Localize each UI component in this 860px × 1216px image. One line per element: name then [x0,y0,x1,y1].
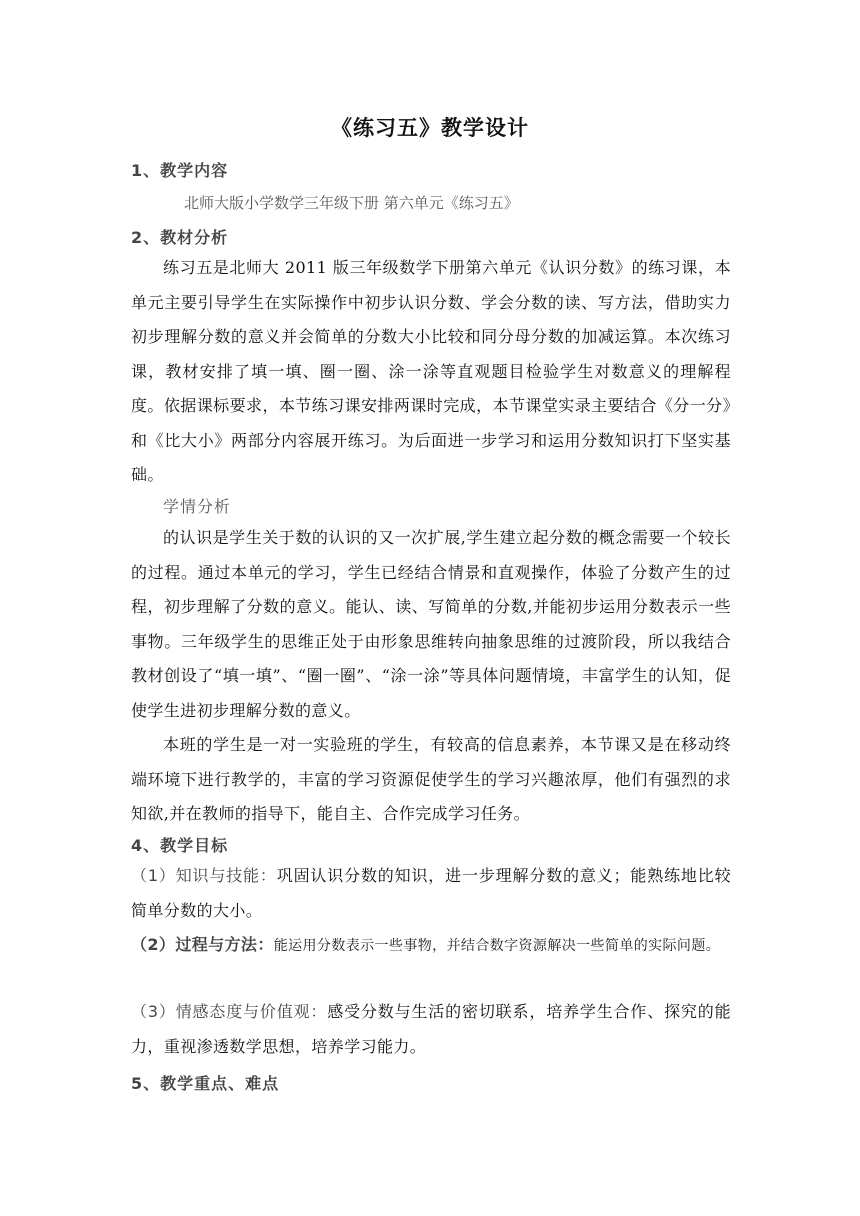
section-heading-teaching-content: 1、教学内容 [131,161,229,180]
section-heading-textbook-analysis: 2、教材分析 [131,228,229,247]
goal-1-label: （1）知识与技能： [131,866,277,885]
teaching-content-text: 北师大版小学数学三年级下册 第六单元《练习五》 [184,194,519,212]
learner-analysis-paragraph-2: 本班的学生是一对一实验班的学生，有较高的信息素养，本节课又是在移动终端环境下进行教学的，丰富的学习资源促使学生的学习兴趣浓厚，他们有强烈的求知欲,并在教师的指导下，能自主、合作完成学习任务。 [131,735,731,823]
goal-1-text: 巩固认识分数的知识，进一步理解分数的意义；能熟练地比较简单分数的大小。 [131,866,731,920]
section-heading-key-points: 5、教学重点、难点 [131,1074,280,1093]
learner-analysis-paragraph-1: 的认识是学生关于数的认识的又一次扩展,学生建立起分数的概念需要一个较长的过程。通过本单元的学习，学生已经结合情景和直观操作，体验了分数产生的过程，初步理解了分数的意义。能认、读、写简单的分数,并能初步运用分数表示一些事物。三年级学生的思维正处于由形象思维转向抽象思维的过渡阶段，所以我结合教材创设了“填一填”、“圈一圈”、“涂一涂”等具体问题情境，丰富学生的认知，促使学生进初步理解分数的意义。 [131,528,731,720]
goal-2-label: （2）过程与方法： [131,935,274,954]
section-heading-learner-analysis: 学情分析 [163,497,232,516]
goal-3-text: 感受分数与生活的密切联系，培养学生合作、探究的能力，重视渗透数学思想，培养学习能力。 [131,1002,731,1056]
goal-2-text: 能运用分数表示一些事物，并结合数字资源解决一些简单的实际问题。 [273,938,721,954]
goal-process-methods [131,928,731,964]
goal-knowledge-skills [131,859,731,928]
document-title: 《练习五》教学设计 [331,116,529,140]
textbook-analysis-paragraph: 练习五是北师大 2011 版三年级数学下册第六单元《认识分数》的练习课，本单元主要引导学生在实际操作中初步认识分数、学会分数的读、写方法，借助实力初步理解分数的意义并会简单的分数大小比较和同分母分数的加减运算。本次练习课，教材安排了填一填、圈一圈、涂一涂等直观题目检验学生对数意义的理解程度。依据课标要求，本节练习课安排两课时完成，本节课堂实录主要结合《分一分》和《比大小》两部分内容展开练习。为后面进一步学习和运用分数知识打下坚实基础。 [131,258,731,484]
section-heading-teaching-goals: 4、教学目标 [131,836,229,855]
goal-3-label: （3）情感态度与价值观： [131,1002,328,1021]
goal-emotion-values [131,995,731,1064]
